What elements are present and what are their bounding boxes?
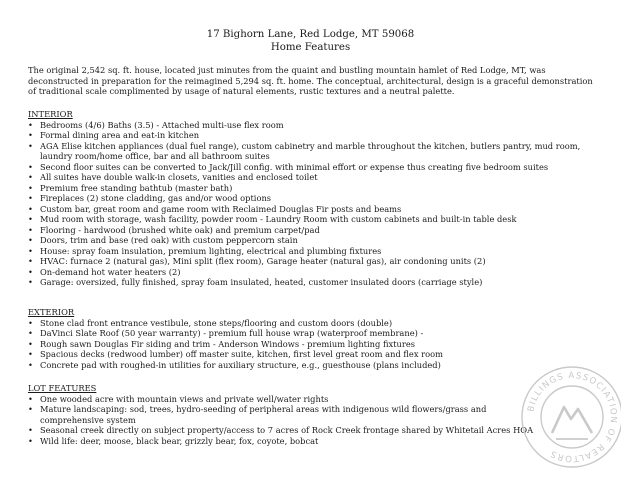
list-item: • Second floor suites can be converted to Jack/Jill config. with minimal effort or expense thus creating five bedroom suites	[28, 162, 600, 173]
list-item: • Garage: oversized, fully finished, spray foam insulated, heated, customer insulated doors (carriage style)	[28, 277, 600, 288]
document-header	[0, 29, 621, 54]
list-item: • On-demand hot water heaters (2)	[28, 267, 600, 278]
list-item: • Spacious decks (redwood lumber) off master suite, kitchen, first level great room and flex room	[28, 349, 600, 360]
seal-text: BILLINGS ASSOCIATION OF REALTORS	[526, 370, 619, 464]
exterior-section	[28, 307, 600, 370]
list-item: • Fireplaces (2) stone cladding, gas and/or wood options	[28, 193, 600, 204]
section-title: INTERIOR	[28, 109, 73, 119]
list-item: • Flooring - hardwood (brushed white oak) and premium carpet/pad	[28, 225, 600, 236]
list-item: • Custom bar, great room and game room with Reclaimed Douglas Fir posts and beams	[28, 204, 600, 215]
list-item: • All suites have double walk-in closets, vanities and enclosed toilet	[28, 172, 600, 183]
list-item: • Concrete pad with roughed-in utilities for auxiliary structure, e.g., guesthouse (plans included)	[28, 360, 600, 371]
section-title: EXTERIOR	[28, 307, 75, 317]
list-item: • House: spray foam insulation, premium lighting, electrical and plumbing fixtures	[28, 246, 600, 257]
property-address: 17 Bighorn Lane, Red Lodge, MT 59068	[206, 29, 415, 40]
list-item: • Seasonal creek directly on subject property/access to 7 acres of Rock Creek frontage shared by Whitetail Acres HOA	[28, 425, 534, 436]
exterior-list	[28, 318, 600, 371]
list-item: • Bedrooms (4/6) Baths (3.5) - Attached multi-use flex room	[28, 120, 600, 131]
list-item: • Stone clad front entrance vestibule, stone steps/flooring and custom doors (double)	[28, 318, 600, 329]
list-item: • Premium free standing bathtub (master bath)	[28, 183, 600, 194]
document-subtitle: Home Features	[270, 41, 351, 53]
list-item: • Mature landscaping: sod, trees, hydro-seeding of peripheral areas with indigenous wild flowers/grass and comprehensive system	[28, 404, 534, 425]
list-item: • One wooded acre with mountain views and private well/water rights	[28, 394, 534, 405]
list-item: • AGA Elise kitchen appliances (dual fuel range), custom cabinetry and marble throughout the kitchen, butlers pantry, mud room, laundry room/home office, bar and all bathroom suites	[28, 141, 600, 162]
section-title: LOT FEATURES	[28, 383, 97, 393]
list-item: • Rough sawn Douglas Fir siding and trim - Anderson Windows - premium lighting fixtures	[28, 339, 600, 350]
list-item: • Doors, trim and base (red oak) with custom peppercorn stain	[28, 235, 600, 246]
lot-features-list	[28, 394, 534, 447]
list-item: • Formal dining area and eat-in kitchen	[28, 130, 600, 141]
lot-features-section	[28, 383, 534, 446]
interior-list	[28, 120, 600, 288]
list-item: • HVAC: furnace 2 (natural gas), Mini split (flex room), Garage heater (natural gas), air condoning units (2)	[28, 256, 600, 267]
list-item: • Wild life: deer, moose, black bear, grizzly bear, fox, coyote, bobcat	[28, 436, 534, 447]
interior-section	[28, 109, 600, 288]
intro-paragraph: The original 2,542 sq. ft. house, located just minutes from the quaint and bustling mountain hamlet of Red Lodge, MT, was deconstructed in preparation for the reimagined 5,294 sq. ft. home. The conceptual, architectural, design is a graceful demonstration of traditional scale complimented by usage of natural elements, rustic textures and a neutral palette.	[28, 65, 593, 96]
list-item: • DaVinci Slate Roof (50 year warranty) - premium full house wrap (waterproof membrane) -	[28, 328, 600, 339]
realtors-seal-logo	[518, 363, 621, 471]
list-item: • Mud room with storage, wash facility, powder room - Laundry Room with custom cabinets and built-in table desk	[28, 214, 600, 225]
